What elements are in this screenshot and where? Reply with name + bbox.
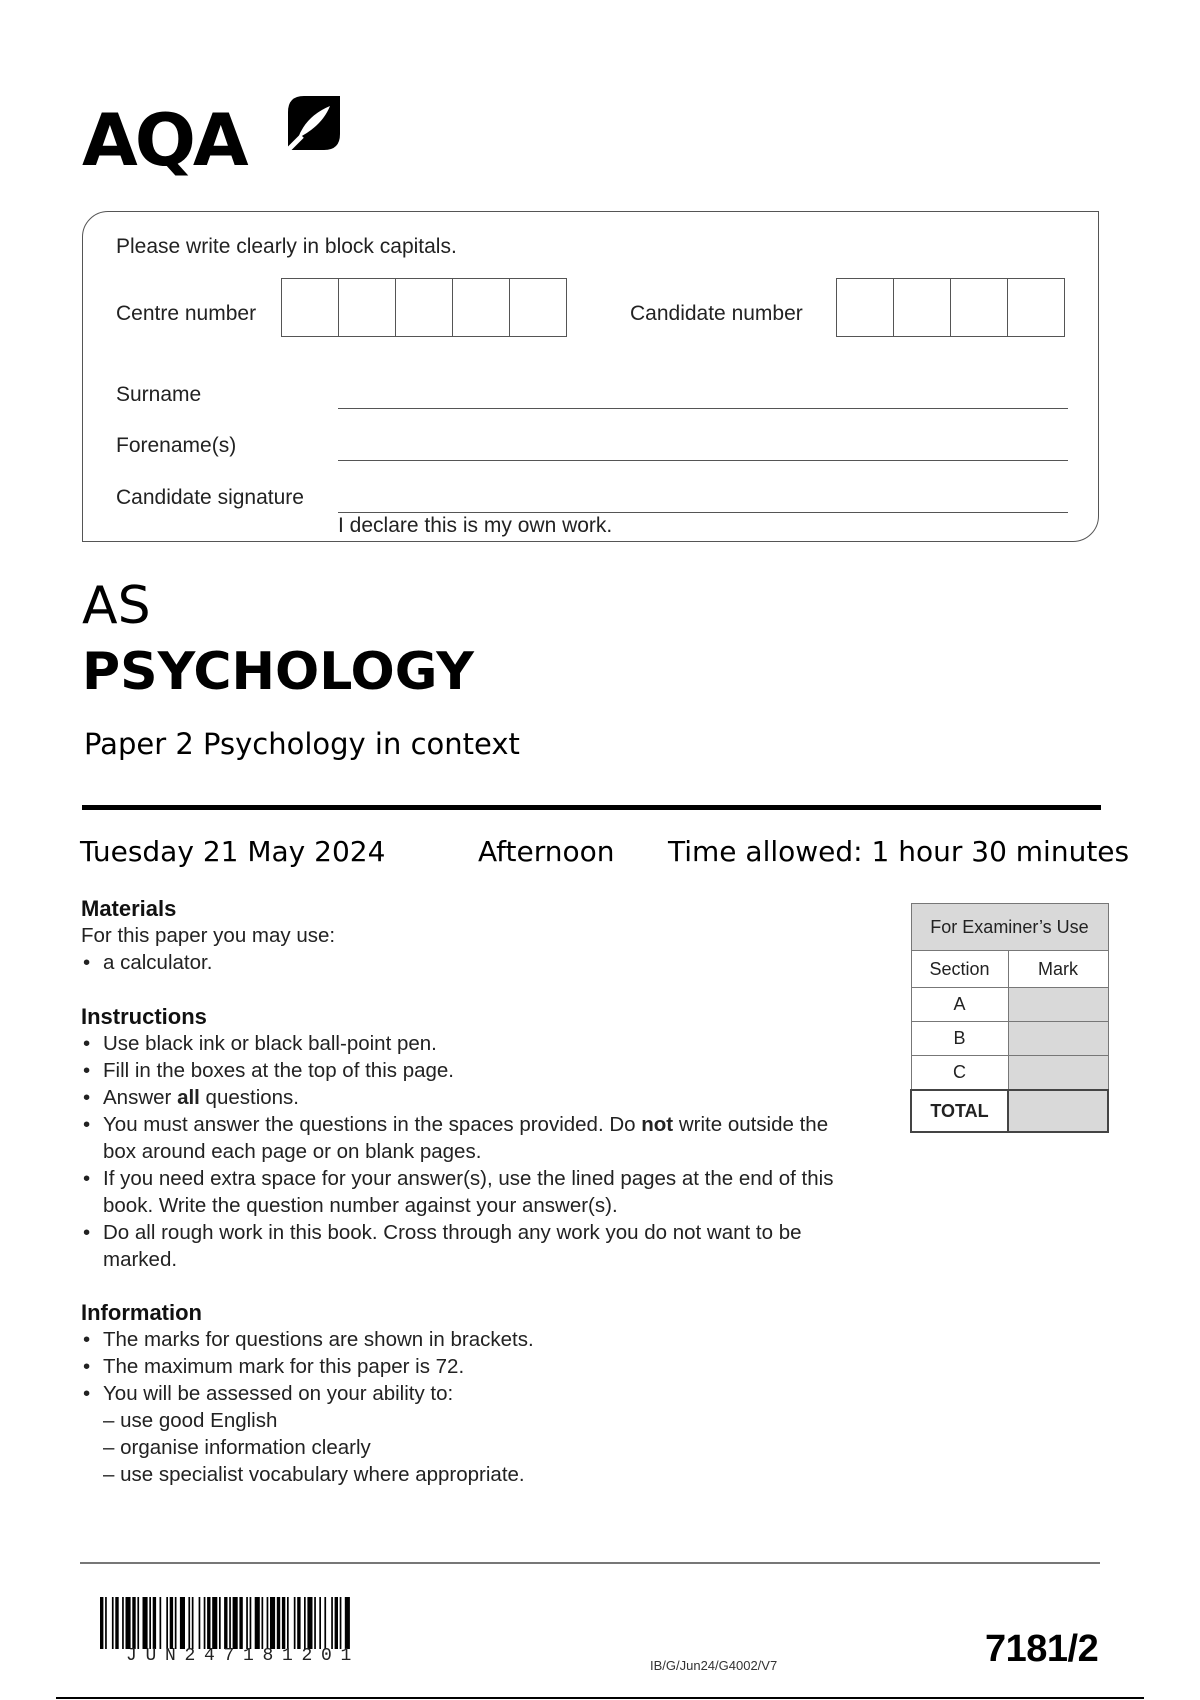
materials-item: • a calculator. — [81, 949, 841, 976]
document-reference: IB/G/Jun24/G4002/V7 — [650, 1658, 778, 1673]
materials-heading: Materials — [81, 896, 177, 921]
centre-number-digit-box[interactable] — [282, 279, 339, 336]
mark-cell — [1008, 988, 1108, 1022]
time-allowed: Time allowed: 1 hour 30 minutes — [668, 835, 1130, 868]
assessment-criteria-list — [81, 1407, 841, 1488]
mark-cell — [1008, 1056, 1108, 1091]
instruction-item: • Fill in the boxes at the top of this page. — [81, 1057, 841, 1084]
candidate-number-digit-box[interactable] — [951, 279, 1008, 336]
title-rule — [82, 805, 1101, 810]
qualification-level: AS — [82, 576, 151, 636]
signature-line[interactable] — [338, 512, 1068, 513]
information-list — [81, 1326, 841, 1407]
assessment-criterion: – organise information clearly — [103, 1436, 371, 1459]
materials-section — [81, 896, 841, 976]
aqa-logo-text: AQA — [82, 98, 246, 182]
examiner-use-table — [910, 903, 1109, 1133]
mark-cell — [1008, 1022, 1108, 1056]
section-cell: B — [911, 1022, 1008, 1056]
forenames-line[interactable] — [338, 460, 1068, 461]
information-item: • The maximum mark for this paper is 72. — [81, 1353, 841, 1380]
examiner-table-title: For Examiner’s Use — [911, 904, 1108, 951]
information-section — [81, 1300, 841, 1488]
forenames-label: Forename(s) — [116, 434, 237, 457]
centre-number-boxes[interactable] — [281, 278, 567, 337]
materials-intro: For this paper you may use: — [81, 924, 336, 947]
exam-date: Tuesday 21 May 2024 — [80, 835, 386, 868]
barcode-icon — [100, 1597, 484, 1649]
candidate-number-boxes[interactable] — [836, 278, 1065, 337]
instruction-item: • If you need extra space for your answer(s), use the lined pages at the end of this book. Write the question number against your answer(s). — [81, 1165, 841, 1219]
footer-rule — [80, 1562, 1100, 1564]
instruction-item: • You must answer the questions in the spaces provided. Do not write outside the box around each page or on blank pages. — [81, 1111, 841, 1165]
assessment-criterion: – use good English — [103, 1409, 278, 1432]
section-cell: A — [911, 988, 1008, 1022]
candidate-number-label: Candidate number — [630, 302, 803, 325]
paper-code: 7181/2 — [985, 1628, 1099, 1670]
aqa-leaf-mark-icon — [284, 92, 344, 152]
total-mark-cell — [1008, 1090, 1108, 1132]
information-item: • The marks for questions are shown in brackets. — [81, 1326, 841, 1353]
mark-column-header: Mark — [1008, 951, 1108, 988]
section-column-header: Section — [911, 951, 1008, 988]
instruction-item: • Answer all questions. — [81, 1084, 841, 1111]
centre-number-digit-box[interactable] — [510, 279, 566, 336]
instructions-section — [81, 1004, 841, 1273]
declaration-text: I declare this is my own work. — [338, 514, 613, 537]
centre-number-digit-box[interactable] — [396, 279, 453, 336]
barcode-digits: JUN247181201 — [126, 1646, 361, 1666]
candidate-number-digit-box[interactable] — [837, 279, 894, 336]
centre-number-digit-box[interactable] — [339, 279, 396, 336]
block-capitals-instruction: Please write clearly in block capitals. — [116, 235, 457, 258]
total-label: TOTAL — [911, 1090, 1008, 1132]
instruction-item: • Use black ink or black ball-point pen. — [81, 1030, 841, 1057]
information-heading: Information — [81, 1300, 202, 1325]
exam-session: Afternoon — [478, 835, 615, 868]
bottom-rule — [56, 1697, 1144, 1699]
assessment-criterion: – use specialist vocabulary where appropriate. — [103, 1463, 525, 1486]
subject-title: PSYCHOLOGY — [82, 642, 474, 702]
paper-title: Paper 2 Psychology in context — [84, 727, 520, 761]
information-item: • You will be assessed on your ability to: — [81, 1380, 841, 1407]
section-cell: C — [911, 1056, 1008, 1091]
candidate-number-digit-box[interactable] — [894, 279, 951, 336]
centre-number-label: Centre number — [116, 302, 257, 325]
instruction-item: • Do all rough work in this book. Cross through any work you do not want to be marked. — [81, 1219, 841, 1273]
centre-number-digit-box[interactable] — [453, 279, 510, 336]
materials-list — [81, 949, 841, 976]
instructions-heading: Instructions — [81, 1004, 207, 1029]
candidate-number-digit-box[interactable] — [1008, 279, 1064, 336]
instructions-list — [81, 1030, 841, 1273]
surname-line[interactable] — [338, 408, 1068, 409]
surname-label: Surname — [116, 383, 202, 406]
signature-label: Candidate signature — [116, 486, 304, 509]
